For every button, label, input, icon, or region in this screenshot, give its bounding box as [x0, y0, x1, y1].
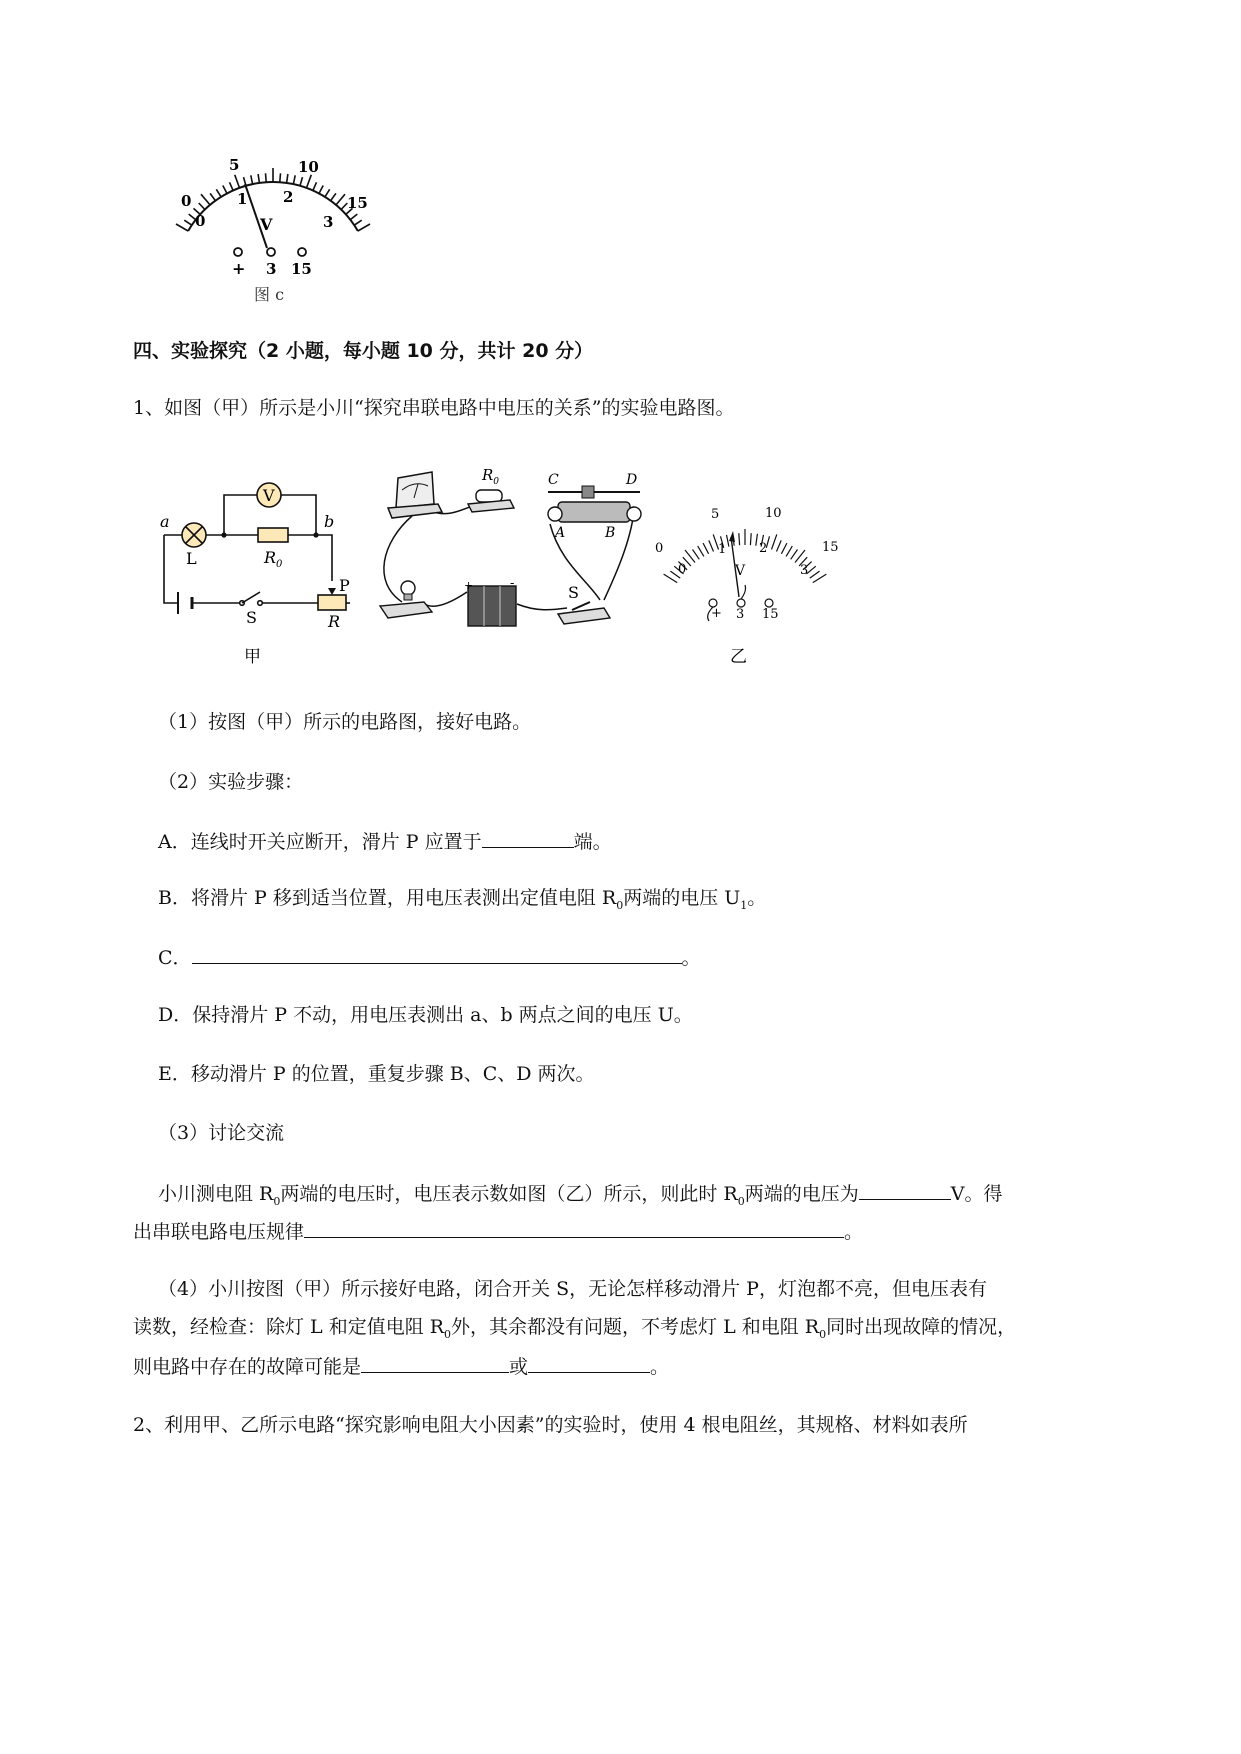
- discussion-line-2: [133, 1217, 863, 1245]
- switch-device-icon: [558, 602, 610, 624]
- scale-tick: [709, 540, 714, 551]
- scale-tick: [280, 173, 281, 182]
- slider-arrow-icon: [328, 588, 336, 595]
- scale-tick: [258, 174, 259, 183]
- yi-scale-top-15: 15: [822, 540, 839, 555]
- resistor-r0-icon: [258, 528, 288, 542]
- question-2-stem: 2、利用甲、乙所示电路“探究影响电阻大小因素”的实验时，使用 4 根电阻丝，其规格、材料如表所: [133, 1414, 968, 1436]
- step-b-sub-1: 1: [740, 898, 748, 912]
- step-a-end: 端。: [573, 831, 612, 853]
- scale-tick: [199, 203, 205, 210]
- scale-tick: [251, 175, 253, 184]
- scale-tick: [772, 534, 777, 549]
- terminal-15-label: 15: [291, 260, 312, 278]
- scale-tick: [319, 186, 323, 194]
- scale-tick: [216, 189, 221, 197]
- yi-scale-bottom-1: 1: [718, 542, 727, 557]
- discussion-text-c: 两端的电压为: [744, 1183, 859, 1205]
- figure-jia-caption: 甲: [244, 647, 261, 667]
- scale-bottom-0: 0: [195, 212, 206, 230]
- discussion-line-2-text: 出串联电路电压规律: [133, 1221, 305, 1243]
- discussion-text-a: 小川测电阻 R: [158, 1183, 274, 1205]
- apparatus-switch-label: S: [568, 583, 579, 602]
- scale-tick: [750, 533, 751, 545]
- part-4-text-c: 同时出现故障的情况，: [826, 1316, 1017, 1338]
- rheostat-c-label: C: [548, 472, 559, 488]
- scale-tick: [230, 182, 234, 190]
- scale-tick: [777, 540, 782, 551]
- scale-tick: [331, 193, 336, 200]
- scale-tick: [813, 574, 827, 583]
- scale-tick: [756, 534, 758, 546]
- step-a-text: A．连线时开关应断开，滑片 P 应置于: [158, 831, 482, 853]
- q1-part-4-line-1: （4）小川按图（甲）所示接好电路，闭合开关 S，无论怎样移动滑片 P，灯泡都不亮，但电压表有: [158, 1278, 987, 1300]
- scale-tick: [703, 543, 709, 554]
- scale-tick: [223, 186, 227, 194]
- figure-jia-circuit-diagram: [150, 475, 370, 670]
- scale-bottom-3: 3: [323, 213, 334, 231]
- part-4-text-a: 读数，经检查：除灯 L 和定值电阻 R: [133, 1316, 445, 1338]
- scale-tick: [293, 175, 295, 184]
- rheostat-icon: [318, 595, 346, 610]
- discussion-line-1: [158, 1179, 1002, 1207]
- scale-top-15: 15: [347, 194, 368, 212]
- battery-plus-label: +: [464, 579, 474, 592]
- section-heading: 四、实验探究（2 小题，每小题 10 分，共计 20 分）: [133, 340, 594, 362]
- yi-terminal-15: 15: [762, 607, 779, 622]
- figure-yi-voltmeter: [655, 505, 855, 675]
- step-c: [158, 943, 701, 971]
- figure-yi-caption: 乙: [730, 647, 747, 667]
- step-d: D．保持滑片 P 不动，用电压表测出 a、b 两点之间的电压 U。: [158, 1004, 693, 1026]
- step-c-label: C．: [158, 947, 192, 969]
- q1-part-4-line-2: [133, 1314, 1016, 1340]
- fault-answer-blank-2[interactable]: [528, 1352, 650, 1373]
- rheostat-label: R: [328, 612, 341, 631]
- terminal-plus-label: +: [232, 259, 246, 278]
- scale-tick: [336, 194, 345, 205]
- discussion-line-2-end: 。: [844, 1221, 864, 1243]
- scale-tick: [727, 535, 729, 547]
- scale-tick: [287, 174, 288, 183]
- scale-top-0: 0: [181, 192, 192, 210]
- scale-tick: [698, 546, 704, 556]
- scale-tick: [313, 182, 317, 190]
- junction-dot-right: [313, 532, 318, 537]
- figure-c-caption: 图 c: [254, 285, 285, 304]
- slider-p-label: P: [339, 576, 350, 595]
- scale-top-10: 10: [298, 158, 319, 176]
- part-4-end: 。: [650, 1356, 670, 1378]
- needle-tip-icon: [729, 531, 735, 542]
- voltmeter-symbol-label: V: [263, 486, 275, 505]
- terminal-3-icon: [267, 248, 275, 256]
- battery-icon: [178, 592, 192, 614]
- scale-tick: [184, 220, 192, 225]
- discussion-text-b: 两端的电压时，电压表示数如图（乙）所示，则此时 R: [280, 1183, 738, 1205]
- rheostat-a-label: A: [555, 525, 566, 541]
- step-a: [158, 827, 612, 855]
- scale-tick: [354, 220, 362, 225]
- rheostat-b-label: B: [605, 525, 616, 541]
- terminal-plus-icon: [234, 248, 242, 256]
- point-a-label: a: [160, 512, 170, 531]
- scale-tick: [739, 533, 740, 545]
- scale-tick: [266, 173, 267, 182]
- scale-tick: [781, 543, 787, 554]
- yi-scale-bottom-0: 0: [678, 562, 687, 577]
- scale-tick: [786, 546, 792, 556]
- yi-scale-top-0: 0: [655, 541, 664, 556]
- terminal-3-label: 3: [266, 260, 277, 278]
- scale-tick: [693, 550, 700, 560]
- scale-tick: [664, 574, 678, 583]
- scale-tick: [358, 224, 370, 231]
- question-1-stem: 1、如图（甲）所示是小川“探究串联电路中电压的关系”的实验电路图。: [133, 397, 735, 419]
- apparatus-r0-label: $R_0$: [482, 466, 500, 487]
- scale-bottom-2: 2: [283, 188, 294, 206]
- fault-answer-blank-1[interactable]: [361, 1352, 509, 1373]
- step-b-sub-0: 0: [616, 898, 624, 912]
- q1-part-4-line-3: [133, 1352, 669, 1380]
- discussion-sub-1: 0: [737, 1194, 745, 1208]
- scale-tick: [307, 175, 312, 188]
- battery-minus-label: -: [510, 576, 515, 591]
- step-b-mid: 两端的电压 U: [623, 887, 741, 909]
- switch-label: S: [246, 608, 257, 627]
- voltmeter-yi-unit: V: [735, 563, 746, 579]
- q1-part-2: （2）实验步骤：: [158, 771, 304, 793]
- voltage-answer-blank[interactable]: [859, 1179, 951, 1200]
- point-b-label: b: [324, 512, 335, 531]
- step-a-answer-blank[interactable]: [482, 827, 574, 848]
- junction-dot-left: [221, 532, 226, 537]
- scale-tick: [791, 550, 798, 560]
- step-c-end: 。: [681, 947, 701, 969]
- step-b-text: B．将滑片 P 移到适当位置，用电压表测出定值电阻 R: [158, 887, 617, 909]
- scale-top-5: 5: [229, 156, 240, 174]
- scale-tick: [350, 214, 357, 220]
- switch-icon: [240, 592, 263, 605]
- lamp-label: L: [186, 549, 197, 568]
- r0-label: $R_0$: [264, 548, 283, 570]
- scale-tick: [810, 571, 820, 578]
- voltmeter-unit-label: V: [260, 215, 273, 234]
- rule-answer-blank[interactable]: [304, 1217, 844, 1238]
- battery-pack-icon: [468, 586, 516, 626]
- figure-apparatus-picture: [372, 462, 657, 632]
- part-4-text-d: 则电路中存在的故障可能是: [133, 1356, 362, 1378]
- part-4-sub-0: 0: [444, 1327, 452, 1341]
- lamp-icon: [182, 523, 206, 547]
- step-e: E．移动滑片 P 的位置，重复步骤 B、C、D 两次。: [158, 1063, 595, 1085]
- step-b: [158, 885, 766, 911]
- discussion-sub-0: 0: [273, 1194, 281, 1208]
- yi-terminal-plus: +: [711, 606, 722, 621]
- scale-tick: [201, 194, 210, 205]
- yi-terminal-3: 3: [736, 607, 745, 622]
- scale-tick: [325, 189, 330, 197]
- scale-tick: [235, 175, 240, 188]
- discussion-text-d: V。得: [950, 1183, 1003, 1205]
- scale-tick: [300, 177, 303, 186]
- rheostat-d-label: D: [626, 472, 638, 488]
- rheostat-device-icon: [548, 486, 641, 522]
- q1-part-1: （1）按图（甲）所示的电路图，接好电路。: [158, 711, 532, 733]
- step-c-answer-blank[interactable]: [192, 943, 682, 964]
- scale-tick: [210, 193, 215, 200]
- part-4-or: 或: [509, 1356, 529, 1378]
- voltmeter-device-icon: [388, 472, 442, 518]
- terminal-15-icon: [298, 248, 306, 256]
- yi-scale-bottom-3: 3: [800, 563, 809, 578]
- resistor-component-icon: [468, 490, 514, 512]
- part-4-text-b: 外，其余都没有问题，不考虑灯 L 和电阻 R: [451, 1316, 820, 1338]
- figure-c-voltmeter: [181, 156, 415, 340]
- yi-scale-bottom-2: 2: [759, 541, 768, 556]
- scale-tick: [176, 224, 188, 231]
- step-b-end: 。: [747, 887, 767, 909]
- part-4-sub-1: 0: [819, 1327, 827, 1341]
- yi-scale-top-10: 10: [765, 506, 782, 521]
- q1-part-3: （3）讨论交流: [158, 1122, 285, 1144]
- yi-scale-top-5: 5: [711, 507, 720, 522]
- scale-bottom-1: 1: [237, 190, 248, 208]
